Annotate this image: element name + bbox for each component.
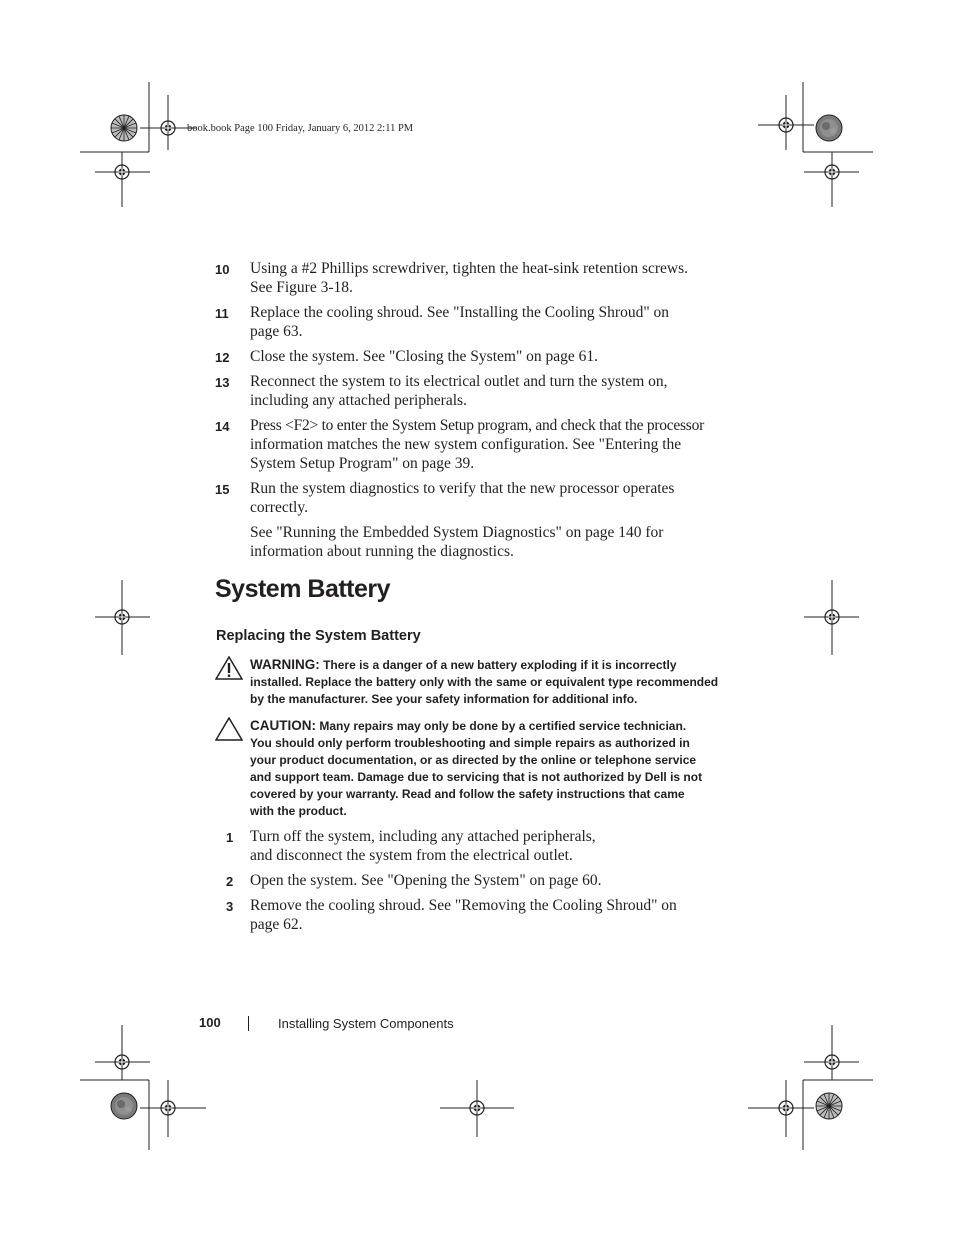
caution-triangle-icon xyxy=(215,717,243,741)
footer-divider xyxy=(248,1016,249,1031)
step-line: Using a #2 Phillips screwdriver, tighten the heat-sink retention screws. xyxy=(250,260,689,277)
step-15 xyxy=(215,479,725,517)
warning-label: WARNING: xyxy=(250,657,320,672)
note-line: See "Running the Embedded System Diagnostics" on page 140 for xyxy=(250,524,664,541)
caution-label: CAUTION: xyxy=(250,718,316,733)
warning-line: installed. Replace the battery only with the same or equivalent type recommended xyxy=(250,675,719,689)
step-number: 2 xyxy=(226,874,234,889)
caution-line: your product documentation, or as directed by the online or telephone service xyxy=(250,753,697,767)
procedure-steps-bottom xyxy=(215,827,725,934)
step-15-note xyxy=(215,523,725,561)
step-12 xyxy=(215,347,725,366)
print-header-stamp: book.book Page 100 Friday, January 6, 2012 2:11 PM xyxy=(187,123,414,134)
step-line: System Setup Program" on page 39. xyxy=(250,455,475,472)
step-1 xyxy=(215,827,725,865)
caution-notice xyxy=(215,717,725,820)
step-line: Replace the cooling shroud. See "Installing the Cooling Shroud" on xyxy=(250,304,670,321)
note-line: information about running the diagnostics. xyxy=(250,543,514,560)
step-11 xyxy=(215,303,725,341)
warning-line: by the manufacturer. See your safety information for additional info. xyxy=(250,692,638,706)
step-line: Open the system. See "Opening the System" on page 60. xyxy=(250,872,602,889)
caution-line: Many repairs may only be done by a certified service technician. xyxy=(316,719,687,733)
footer-chapter-title: Installing System Components xyxy=(278,1016,454,1031)
step-3 xyxy=(215,896,725,934)
step-2 xyxy=(215,871,725,890)
page-number: 100 xyxy=(199,1015,221,1030)
step-line: information matches the new system configuration. See "Entering the xyxy=(250,436,682,453)
step-number: 3 xyxy=(226,899,234,914)
step-14 xyxy=(215,416,725,473)
caution-line: covered by your warranty. Read and follow the safety instructions that came xyxy=(250,787,685,801)
step-line: page 63. xyxy=(250,323,303,340)
step-number: 11 xyxy=(215,306,229,321)
caution-line: and support team. Damage due to servicing that is not authorized by Dell is not xyxy=(250,770,703,784)
step-13 xyxy=(215,372,725,410)
step-line: Close the system. See "Closing the System" on page 61. xyxy=(250,348,599,365)
step-number: 12 xyxy=(215,350,230,365)
step-line: correctly. xyxy=(250,499,308,516)
step-line: Turn off the system, including any attached peripherals, xyxy=(250,828,596,845)
step-line: and disconnect the system from the electrical outlet. xyxy=(250,847,573,864)
caution-line: with the product. xyxy=(250,804,347,818)
warning-notice xyxy=(215,656,725,708)
subsection-title: Replacing the System Battery xyxy=(216,628,421,644)
section-title: System Battery xyxy=(215,575,391,603)
caution-line: You should only perform troubleshooting and simple repairs as authorized in xyxy=(250,736,690,750)
step-line: Run the system diagnostics to verify that the new processor operates xyxy=(250,480,675,497)
step-line: See Figure 3-18. xyxy=(250,279,353,296)
warning-line: There is a danger of a new battery exploding if it is incorrectly xyxy=(319,658,677,672)
step-line: Remove the cooling shroud. See "Removing the Cooling Shroud" on xyxy=(250,897,677,914)
step-line: page 62. xyxy=(250,916,303,933)
warning-triangle-icon xyxy=(215,656,243,680)
step-number: 13 xyxy=(215,375,230,390)
step-line: including any attached peripherals. xyxy=(250,392,467,409)
step-line: Reconnect the system to its electrical outlet and turn the system on, xyxy=(250,373,668,390)
step-number: 1 xyxy=(226,830,234,845)
step-number: 10 xyxy=(215,262,230,277)
step-10 xyxy=(215,259,725,297)
step-number: 15 xyxy=(215,482,230,497)
procedure-steps-top xyxy=(215,259,725,561)
step-line: Press <F2> to enter the System Setup program, and check that the processor xyxy=(250,417,704,434)
step-number: 14 xyxy=(215,419,230,434)
